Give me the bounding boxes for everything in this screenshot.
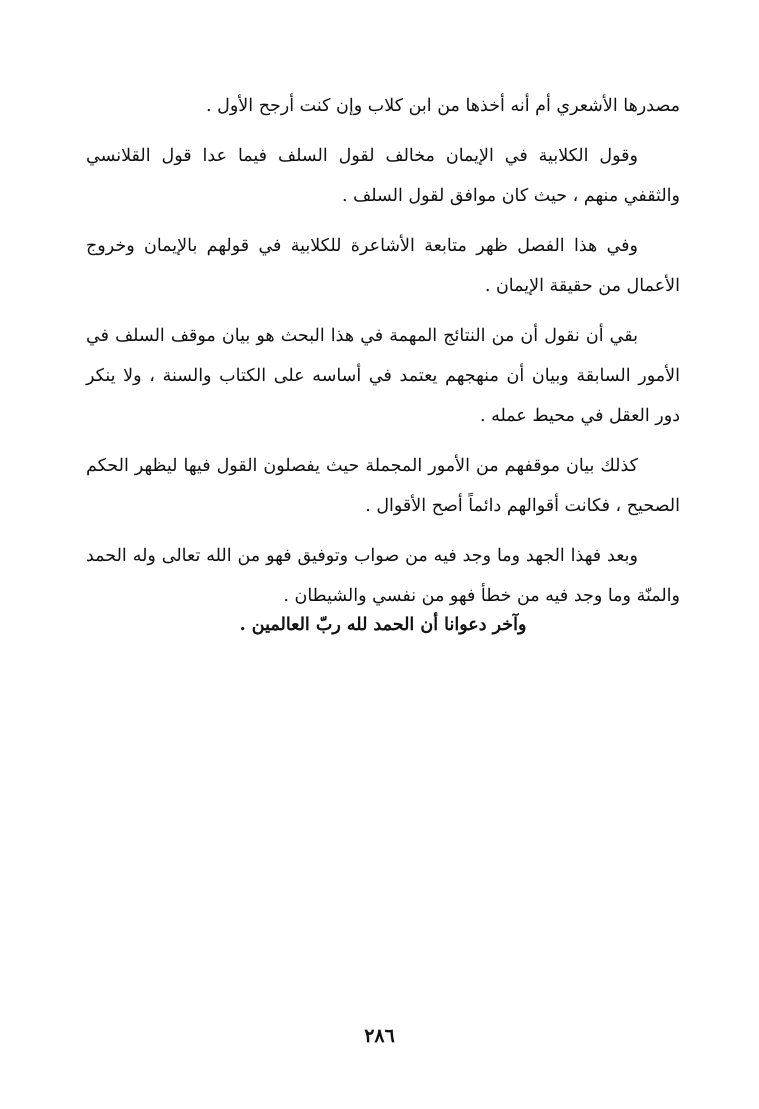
paragraph-1 [86,86,680,126]
paragraph-1-text: مصدرها الأشعري أم أنه أخذها من ابن كلاب وإن كنت أرجح الأول . [206,96,680,116]
paragraph-5-text: كذلك بيان موقفهم من الأمور المجملة حيث يفصلون القول فيها ليظهر الحكم الصحيح ، فكانت أقوالهم دائماً أصح الأقوال . [86,456,680,516]
paragraph-4-text: بقي أن نقول أن من النتائج المهمة في هذا البحث هو بيان موقف السلف في الأمور السابقة وبيان أن منهجهم يعتمد في أساسه على الكتاب والسنة ، ولا ينكر دور العقل في محيط عمله . [86,326,680,426]
paragraph-5 [86,446,680,526]
paragraph-4 [86,316,680,436]
paragraph-2 [86,136,680,216]
page-number: ٢٨٦ [364,1025,395,1047]
paragraph-3-text: وفي هذا الفصل ظهر متابعة الأشاعرة للكلابية في قولهم بالإيمان وخروج الأعمال من حقيقة الإيمان . [86,236,680,296]
paragraph-6 [86,536,680,616]
paragraph-6-text: وبعد فهذا الجهد وما وجد فيه من صواب وتوفيق فهو من الله تعالى وله الحمد والمنّة وما وجد فيه من خطأ فهو من نفسي والشيطان . [86,546,680,606]
closing-line: وآخر دعوانا أن الحمد لله ربّ العالمين . [239,615,527,635]
body-text [86,86,680,626]
paragraph-3 [86,226,680,306]
paragraph-2-text: وقول الكلابية في الإيمان مخالف لقول السلف فيما عدا قول القلانسي والثقفي منهم ، حيث كان موافق لقول السلف . [86,146,680,206]
